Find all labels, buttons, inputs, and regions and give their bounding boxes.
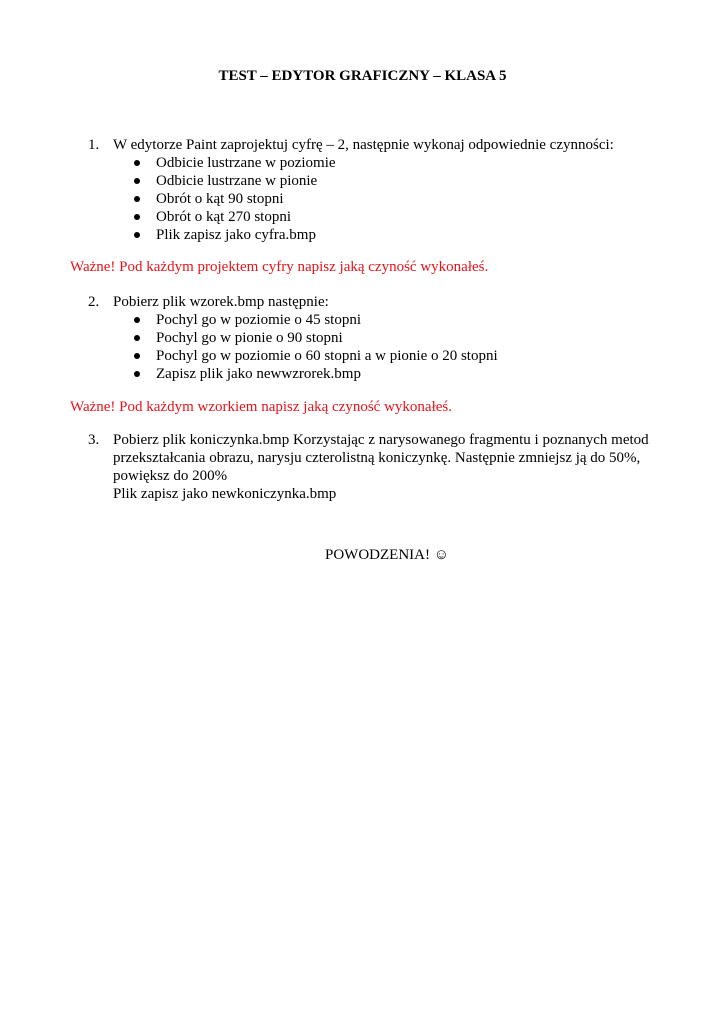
document-title: TEST – EDYTOR GRAFICZNY – KLASA 5	[218, 68, 507, 84]
list-item: Pochyl go w poziomie o 45 stopni	[132, 311, 498, 329]
bullet-icon	[134, 178, 140, 184]
task-number: 1.	[88, 137, 100, 153]
task-number: 2.	[88, 294, 100, 310]
list-item: Zapisz plik jako newwzrorek.bmp	[132, 365, 498, 383]
task-number: 3.	[88, 432, 100, 448]
list-item: Pochyl go w poziomie o 60 stopni a w pionie o 20 stopni	[132, 347, 498, 365]
task-text	[113, 431, 653, 503]
task-line: przekształcania obrazu, narysju czterolistną koniczynkę. Następnie zmniejsz ją do 50%,	[113, 450, 641, 466]
closing-text: POWODZENIA! ☺	[325, 547, 450, 563]
warning-note: Ważne! Pod każdym wzorkiem napisz jaką czyność wykonałeś.	[70, 399, 452, 415]
task-2-bullets	[132, 311, 498, 383]
bullet-icon	[134, 214, 140, 220]
bullet-icon	[134, 160, 140, 166]
bullet-icon	[134, 317, 140, 323]
warning-note: Ważne! Pod każdym projektem cyfry napisz jaką czyność wykonałeś.	[70, 259, 489, 275]
bullet-icon	[134, 232, 140, 238]
task-line: Plik zapisz jako newkoniczynka.bmp	[113, 486, 337, 502]
list-item: Obrót o kąt 90 stopni	[132, 190, 336, 208]
list-item: Plik zapisz jako cyfra.bmp	[132, 226, 336, 244]
task-line: Pobierz plik koniczynka.bmp Korzystając z narysowanego fragmentu i poznanych metod	[113, 432, 649, 448]
list-item: Pochyl go w pionie o 90 stopni	[132, 329, 498, 347]
list-item: Odbicie lustrzane w pionie	[132, 172, 336, 190]
bullet-icon	[134, 196, 140, 202]
task-1-bullets	[132, 154, 336, 244]
bullet-icon	[134, 371, 140, 377]
list-item: Odbicie lustrzane w poziomie	[132, 154, 336, 172]
task-text: Pobierz plik wzorek.bmp następnie:	[113, 294, 329, 310]
task-text: W edytorze Paint zaprojektuj cyfrę – 2, następnie wykonaj odpowiednie czynności:	[113, 137, 614, 153]
list-item: Obrót o kąt 270 stopni	[132, 208, 336, 226]
task-line: powiększ do 200%	[113, 468, 228, 484]
bullet-icon	[134, 353, 140, 359]
bullet-icon	[134, 335, 140, 341]
